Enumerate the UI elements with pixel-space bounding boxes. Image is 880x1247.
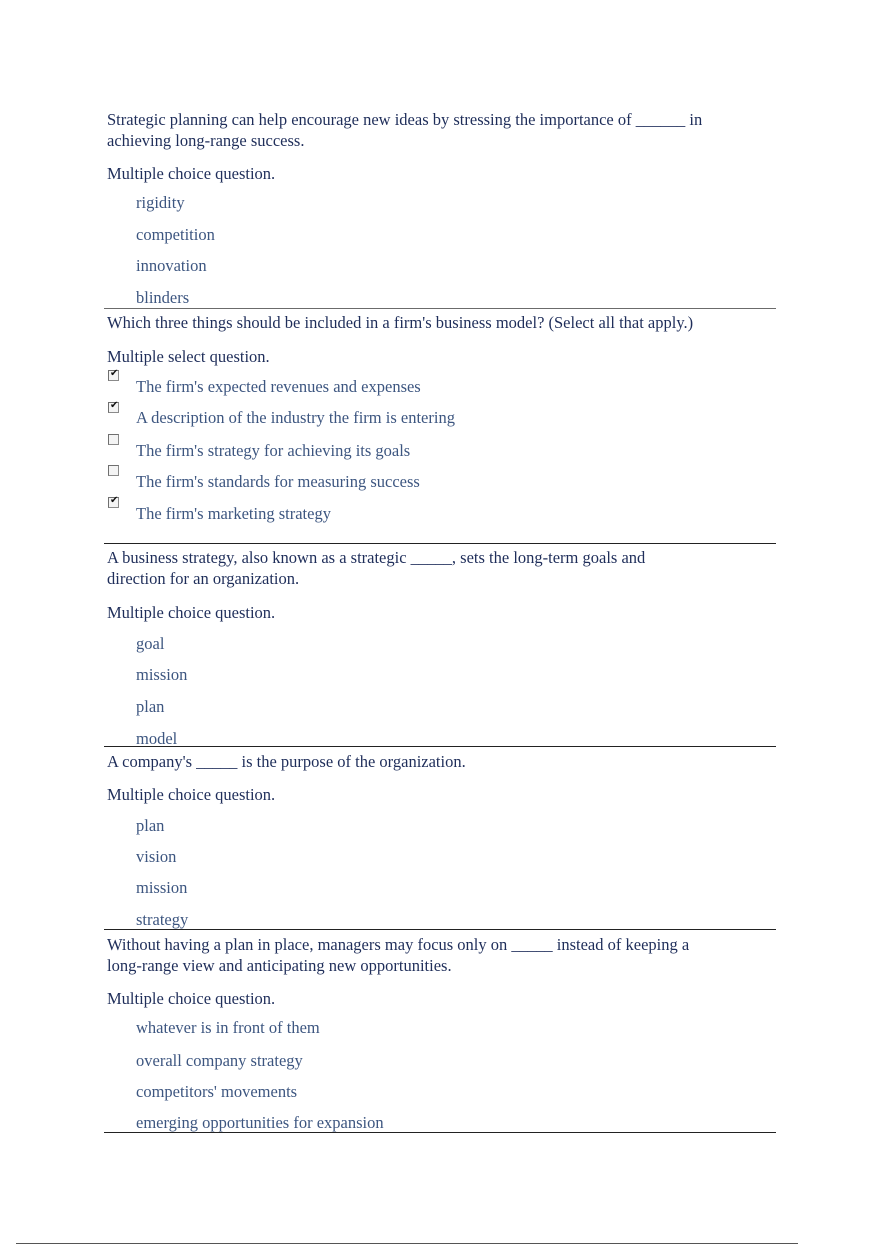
question-3 <box>104 547 776 747</box>
checkbox-checked[interactable] <box>108 370 119 381</box>
option-rigidity[interactable]: rigidity <box>136 193 185 212</box>
question-prompt: Which three things should be included in a firm's business model? (Select all that apply.) <box>107 313 694 332</box>
option-expected-revenues[interactable]: The firm's expected revenues and expenses <box>136 377 421 396</box>
question-type: Multiple choice question. <box>107 989 276 1008</box>
check-icon: ✔ <box>110 400 119 411</box>
question-type: Multiple choice question. <box>107 164 276 183</box>
option-in-front-of-them[interactable]: whatever is in front of them <box>136 1018 320 1037</box>
option-vision[interactable]: vision <box>136 847 177 866</box>
question-2 <box>104 312 776 544</box>
option-goal[interactable]: goal <box>136 634 165 653</box>
question-prompt: A business strategy, also known as a strategic _____, sets the long-term goals and direction for an organization. <box>107 548 646 588</box>
option-strategy[interactable]: strategy <box>136 910 189 929</box>
check-icon: ✔ <box>110 495 119 506</box>
checkbox-checked[interactable] <box>108 497 119 508</box>
footer-divider <box>16 1243 798 1244</box>
question-prompt: Without having a plan in place, managers may focus only on _____ instead of keeping a long-range view and anticipating new opportunities. <box>107 935 690 975</box>
option-plan[interactable]: plan <box>136 816 165 835</box>
option-innovation[interactable]: innovation <box>136 256 207 275</box>
option-mission[interactable]: mission <box>136 665 188 684</box>
question-4 <box>104 751 776 930</box>
question-5 <box>104 934 776 1133</box>
option-overall-strategy[interactable]: overall company strategy <box>136 1051 303 1070</box>
option-industry-description[interactable]: A description of the industry the firm is entering <box>136 408 455 427</box>
option-mission[interactable]: mission <box>136 878 188 897</box>
checkbox-checked[interactable] <box>108 402 119 413</box>
option-emerging-opportunities[interactable]: emerging opportunities for expansion <box>136 1113 384 1132</box>
option-plan[interactable]: plan <box>136 697 165 716</box>
checkbox-unchecked[interactable] <box>108 434 119 445</box>
question-type: Multiple choice question. <box>107 785 276 804</box>
option-competition[interactable]: competition <box>136 225 215 244</box>
question-prompt: A company's _____ is the purpose of the organization. <box>107 752 466 771</box>
check-icon: ✔ <box>110 368 119 379</box>
option-strategy-goals[interactable]: The firm's strategy for achieving its goals <box>136 441 411 460</box>
question-1 <box>104 109 776 309</box>
option-blinders[interactable]: blinders <box>136 288 190 307</box>
checkbox-unchecked[interactable] <box>108 465 119 476</box>
question-type: Multiple choice question. <box>107 603 276 622</box>
question-type: Multiple select question. <box>107 347 270 366</box>
question-prompt: Strategic planning can help encourage new ideas by stressing the importance of ______ in achieving long-range success. <box>107 110 703 150</box>
option-model[interactable]: model <box>136 729 178 748</box>
option-competitors-movements[interactable]: competitors' movements <box>136 1082 298 1101</box>
option-marketing-strategy[interactable]: The firm's marketing strategy <box>136 504 331 523</box>
option-standards-success[interactable]: The firm's standards for measuring success <box>136 472 420 491</box>
